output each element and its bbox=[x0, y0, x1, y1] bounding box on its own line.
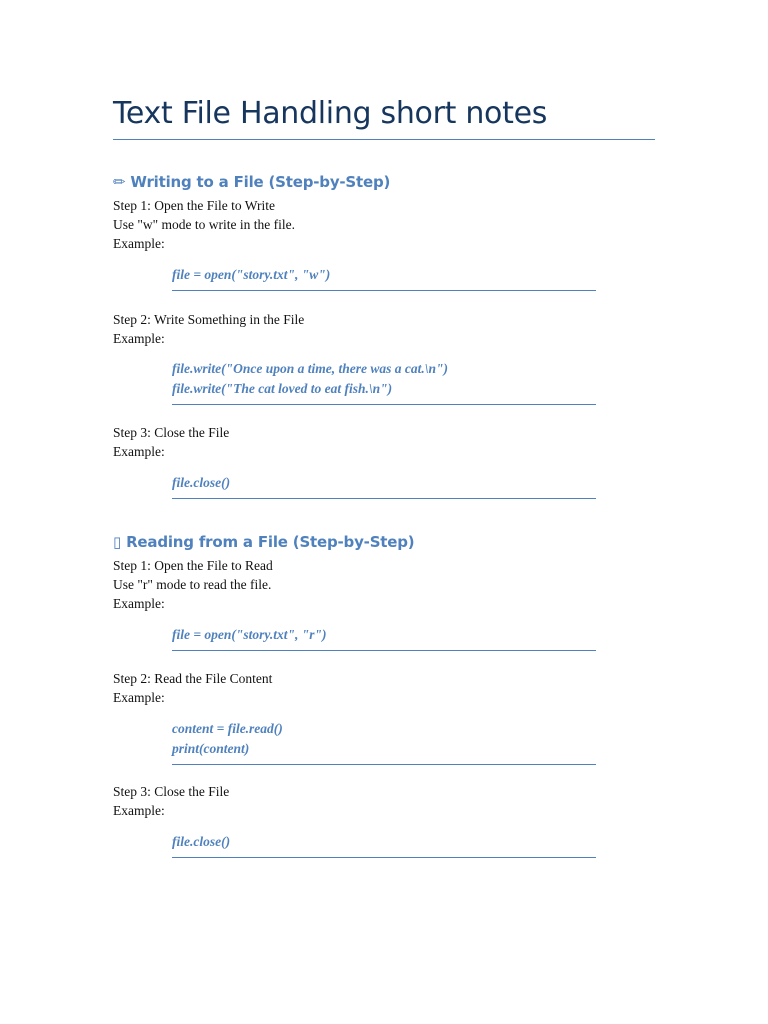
code-example-block bbox=[172, 625, 596, 651]
section-heading-reading: ▯ Reading from a File (Step-by-Step) bbox=[113, 533, 415, 551]
code-example-block bbox=[172, 359, 596, 405]
step-label: Step 1: Open the File to Write bbox=[113, 198, 275, 213]
page-title: Text File Handling short notes bbox=[113, 96, 548, 131]
code-line: file.write("Once upon a time, there was a cat.\n") bbox=[172, 361, 448, 376]
step-label: Step 3: Close the File bbox=[113, 425, 230, 440]
example-label: Example: bbox=[113, 596, 165, 611]
section-heading-writing: ✏ Writing to a File (Step-by-Step) bbox=[113, 173, 391, 191]
code-line: file.close() bbox=[172, 834, 231, 849]
title-underline bbox=[113, 139, 655, 140]
example-label: Example: bbox=[113, 690, 165, 705]
code-line: file.write("The cat loved to eat fish.\n") bbox=[172, 381, 393, 396]
step-label: Step 1: Open the File to Read bbox=[113, 558, 273, 573]
code-example-block bbox=[172, 473, 596, 499]
code-example-block bbox=[172, 832, 596, 858]
step-label: Step 3: Close the File bbox=[113, 784, 230, 799]
code-line: content = file.read() bbox=[172, 721, 283, 736]
example-label: Example: bbox=[113, 331, 165, 346]
step-label: Step 2: Write Something in the File bbox=[113, 312, 305, 327]
code-line: file = open("story.txt", "w") bbox=[172, 267, 331, 282]
example-label: Example: bbox=[113, 444, 165, 459]
code-line: file.close() bbox=[172, 475, 231, 490]
step-note: Use "w" mode to write in the file. bbox=[113, 217, 295, 232]
example-label: Example: bbox=[113, 803, 165, 818]
step-note: Use "r" mode to read the file. bbox=[113, 577, 272, 592]
code-line: print(content) bbox=[172, 741, 250, 756]
code-example-block bbox=[172, 265, 596, 291]
code-line: file = open("story.txt", "r") bbox=[172, 627, 327, 642]
step-label: Step 2: Read the File Content bbox=[113, 671, 273, 686]
example-label: Example: bbox=[113, 236, 165, 251]
code-example-block bbox=[172, 719, 596, 765]
